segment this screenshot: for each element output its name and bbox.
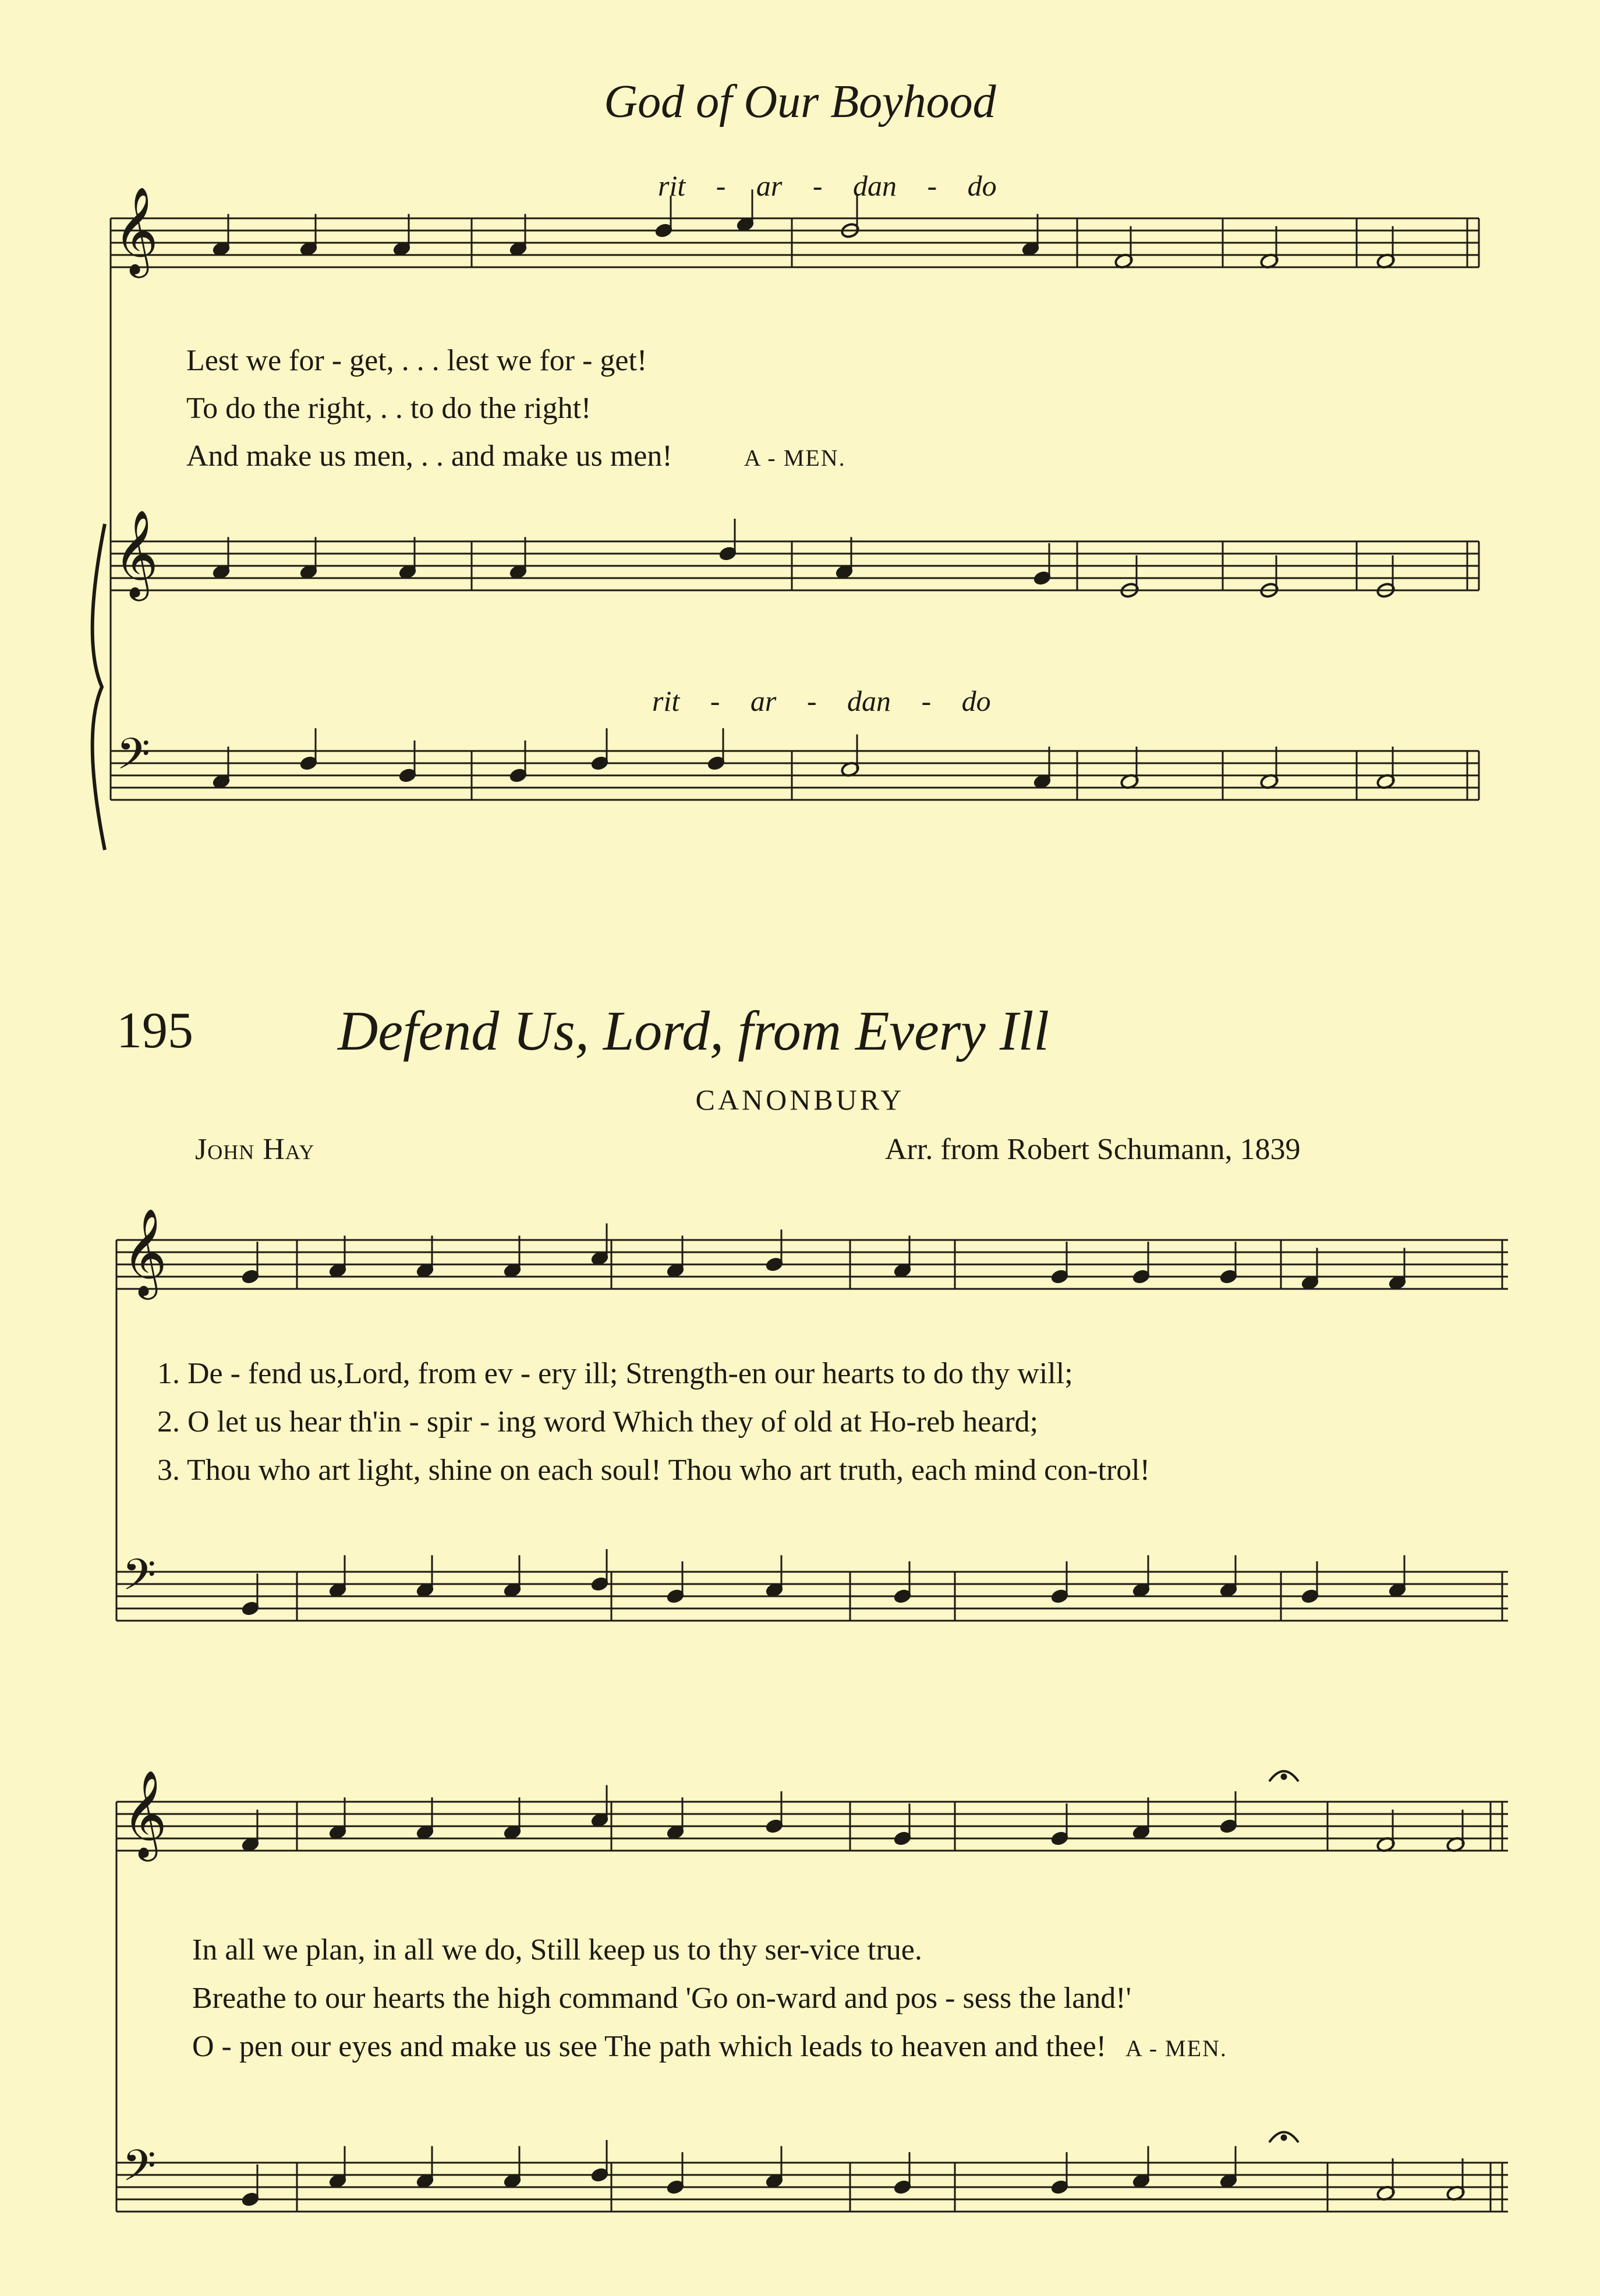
hymn-lyric-s1-verse-1: 1. De - fend us,Lord, from ev - ery ill; Strength-en our hearts to do thy will; [157, 1357, 1073, 1390]
hymn-amen: A - MEN. [1125, 2035, 1227, 2061]
author-credit: John Hay [195, 1133, 315, 1166]
brace-icon [93, 524, 105, 850]
notes-top-upper [211, 519, 1395, 598]
bass-clef-icon: 𝄢 [122, 2141, 156, 2202]
top-lyric-verse-2: To do the right, . . to do the right! [186, 392, 592, 425]
hymn-title: Defend Us, Lord, from Every Ill [338, 1000, 1050, 1062]
fermata-dot [1281, 2135, 1287, 2141]
tune-name: CANONBURY [695, 1083, 905, 1116]
top-amen: A - MEN. [744, 445, 846, 471]
treble-clef-icon: 𝄞 [122, 1769, 167, 1858]
bass-clef-icon: 𝄢 [122, 1550, 156, 1611]
treble-clef-icon: 𝄞 [114, 509, 158, 597]
hymn-lyric-s2-verse-3-text: O - pen our eyes and make us see The path which leads to heaven and thee! [192, 2030, 1107, 2063]
treble-clef-icon: 𝄞 [122, 1207, 167, 1296]
notes-hymn-s2-treble [240, 1785, 1465, 1853]
hymn-lyric-s2-verse-2: Breathe to our hearts the high command 'Go on-ward and pos - sess the land!' [192, 1982, 1131, 2015]
tempo-marking-lower: rit - ar - dan - do [652, 685, 991, 717]
hymn-lyric-s1-verse-2: 2. O let us hear th'in - spir - ing word Which they of old at Ho-reb heard; [157, 1405, 1039, 1438]
notes-hymn-s2-bass [240, 2140, 1465, 2208]
hymn-number: 195 [116, 1002, 193, 1059]
staff-hymn-s1-bass [116, 1572, 1508, 1621]
staff-hymn-s2-treble [116, 1802, 1508, 1851]
fermata-dot [1281, 1774, 1287, 1780]
hymn-lyric-s2-verse-1: In all we plan, in all we do, Still keep us to thy ser-vice true. [192, 1933, 922, 1967]
tempo-marking-top: rit - ar - dan - do [658, 169, 997, 202]
arranger-credit: Arr. from Robert Schumann, 1839 [885, 1133, 1301, 1166]
top-lyric-verse-1: Lest we for - get, . . . lest we for - get! [186, 344, 647, 377]
notes-top-lower [211, 728, 1395, 790]
notes-top-melody [211, 190, 1395, 270]
notes-hymn-s1-bass [240, 1549, 1407, 1617]
bass-clef-icon: 𝄢 [116, 729, 150, 790]
treble-clef-icon: 𝄞 [114, 186, 158, 274]
page-title: God of Our Boyhood [604, 76, 996, 127]
staff-hymn-s2-bass [116, 2163, 1508, 2212]
staff-hymn-s1-treble [116, 1240, 1508, 1289]
notes-hymn-s1-treble [240, 1224, 1407, 1291]
hymn-lyric-s1-verse-3: 3. Thou who art light, shine on each soul! Thou who art truth, each mind con-trol! [157, 1454, 1151, 1487]
top-lyric-verse-3-text: And make us men, . . and make us men! [186, 440, 672, 473]
